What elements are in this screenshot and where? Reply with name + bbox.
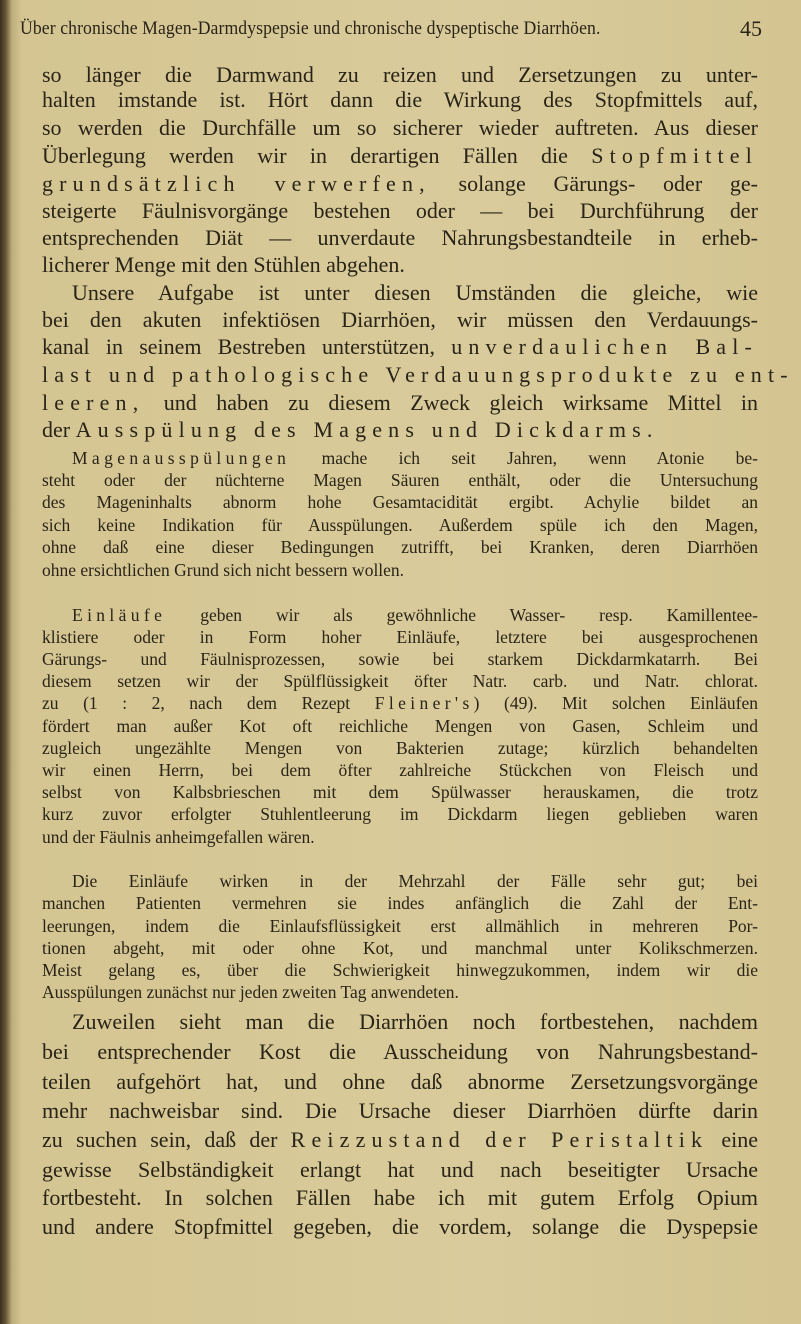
text-segment: Die Einläufe wirken in der Mehrzahl der Fälle sehr gut; bei — [72, 871, 758, 891]
text-segment: eine — [708, 1127, 758, 1152]
text-segment: fördert man außer Kot oft reichliche Mengen von Gasen, Schleim und — [42, 716, 758, 736]
text-segment: teilen aufgehört hat, und ohne daß abnorme Zersetzungsvorgänge — [42, 1069, 758, 1094]
text-segment: Zuweilen sieht man die Diarrhöen noch fortbestehen, nachdem — [72, 1009, 758, 1034]
text-line — [42, 803, 758, 825]
text-line — [42, 306, 758, 334]
text-line — [42, 626, 758, 648]
emphasized-text: Einläufe — [72, 605, 167, 625]
text-segment: leerungen, indem die Einlaufsflüssigkeit erst allmählich in mehreren Por- — [42, 916, 758, 936]
emphasized-text: Ausspülung des Magens und Dickdarms. — [75, 417, 659, 442]
text-segment: mache ich seit Jahren, wenn Atonie be- — [290, 448, 758, 468]
emphasized-text: Fleiner's — [374, 693, 474, 713]
text-line — [42, 1068, 758, 1096]
text-segment: gewisse Selbständigkeit erlangt hat und nach beseitigter Ursache — [42, 1157, 758, 1182]
emphasized-text: Reizzustand der Peristaltik — [290, 1127, 709, 1152]
text-line — [42, 142, 758, 170]
text-line — [72, 279, 758, 307]
text-line — [42, 251, 758, 279]
text-segment: der — [42, 417, 76, 442]
text-segment: Überlegung werden wir in derartigen Fällen die — [42, 143, 592, 168]
text-segment: so werden die Durchfälle um so sicherer wieder auftreten. Aus dieser — [42, 115, 758, 140]
text-segment: bei entsprechender Kost die Ausscheidung von Nahrungsbestand- — [42, 1039, 758, 1064]
text-line — [42, 170, 758, 198]
text-segment: Meist gelang es, über die Schwierigkeit hinwegzukommen, indem wir die — [42, 960, 758, 980]
text-line — [42, 514, 758, 536]
text-segment: und andere Stopfmittel gegeben, die vordem, solange die Dyspepsie — [42, 1214, 758, 1239]
page-number: 45 — [740, 16, 762, 41]
text-line — [42, 86, 758, 114]
text-line — [42, 781, 758, 803]
text-segment: so länger die Darmwand zu reizen und Zersetzungen zu unter- — [42, 62, 758, 87]
text-segment: solange Gärungs- oder ge- — [430, 171, 758, 196]
emphasized-text: Stopfmittel — [591, 143, 758, 168]
text-segment: mehr nachweisbar sind. Die Ursache dieser Diarrhöen dürfte darin — [42, 1098, 758, 1123]
text-line — [72, 1008, 758, 1036]
text-line — [42, 491, 758, 513]
text-line — [42, 648, 758, 670]
text-segment: ) (49). Mit solchen Einläufen — [473, 693, 758, 713]
emphasized-text: last und pathologische Verdauungsprodukte zu ent- — [42, 362, 794, 387]
text-segment: und der Fäulnis anheimgefallen wären. — [42, 827, 315, 847]
emphasized-text: Magenausspülungen — [72, 448, 291, 468]
text-segment: manchen Patienten vermehren sie indes anfänglich die Zahl der Ent- — [42, 893, 758, 913]
text-segment: entsprechenden Diät — unverdaute Nahrungsbestandteile in erheb- — [42, 225, 758, 250]
text-line — [42, 937, 758, 959]
text-segment: des Mageninhalts abnorm hohe Gesamtacidität ergibt. Achylie bildet an — [42, 492, 758, 512]
text-segment: zugleich ungezählte Mengen von Bakterien zutage; kürzlich behandelten — [42, 738, 758, 758]
text-line — [72, 870, 758, 892]
text-segment: bei den akuten infektiösen Diarrhöen, wir müssen den Verdauungs- — [42, 307, 758, 332]
text-line — [42, 959, 758, 981]
text-line — [42, 333, 758, 361]
text-line — [42, 1038, 758, 1066]
text-segment: kanal in seinem Bestreben unterstützen, — [42, 334, 452, 359]
text-line — [42, 197, 758, 225]
text-line — [42, 416, 758, 444]
text-line — [42, 1126, 758, 1154]
text-line — [42, 224, 758, 252]
text-segment: tionen abgeht, mit oder ohne Kot, und manchmal unter Kolikschmerzen. — [42, 938, 758, 958]
emphasized-text: leeren, — [42, 390, 145, 415]
text-line — [42, 915, 758, 937]
text-line — [42, 826, 758, 848]
emphasized-text: grundsätzlich verwerfen, — [42, 171, 431, 196]
text-segment: ohne daß eine dieser Bedingungen zutrifft, bei Kranken, deren Diarrhöen — [42, 537, 758, 557]
text-line — [42, 892, 758, 914]
text-line — [42, 114, 758, 142]
text-segment: wir einen Herrn, bei dem öfter zahlreiche Stückchen von Fleisch und — [42, 760, 758, 780]
text-segment: zu (1 : 2, nach dem Rezept — [42, 693, 375, 713]
text-segment: zu suchen sein, daß der — [42, 1127, 291, 1152]
text-line — [42, 670, 758, 692]
text-line — [42, 692, 758, 714]
text-line — [42, 559, 758, 581]
text-line — [42, 715, 758, 737]
text-segment: Ausspülungen zunächst nur jeden zweiten Tag anwendeten. — [42, 982, 459, 1002]
running-title: Über chronische Magen-Darmdyspepsie und chronische dyspeptische Diarrhöen. — [20, 18, 601, 39]
text-segment: Unsere Aufgabe ist unter diesen Umständen die gleiche, wie — [72, 280, 758, 305]
text-line — [42, 981, 758, 1003]
text-segment: steigerte Fäulnisvorgänge bestehen oder — bei Durchführung der — [42, 198, 758, 223]
text-line — [42, 1156, 758, 1184]
running-header — [20, 18, 762, 48]
text-segment: licherer Menge mit den Stühlen abgehen. — [42, 252, 405, 277]
text-segment: selbst von Kalbsbrieschen mit dem Spülwasser herauskamen, die trotz — [42, 782, 758, 802]
text-line — [42, 389, 758, 417]
text-segment: klistiere oder in Form hoher Einläufe, letztere bei ausgesprochenen — [42, 627, 758, 647]
text-line — [42, 1213, 758, 1241]
text-line — [42, 361, 794, 389]
text-segment: Gärungs- und Fäulnisprozessen, sowie bei starkem Dickdarmkatarrh. Bei — [42, 649, 758, 669]
text-segment: kurz zuvor erfolgter Stuhlentleerung im Dickdarm liegen geblieben waren — [42, 804, 758, 824]
text-segment: halten imstande ist. Hört dann die Wirkung des Stopfmittels auf, — [42, 87, 758, 112]
text-line — [42, 759, 758, 781]
text-line — [42, 61, 758, 89]
text-segment: ohne ersichtlichen Grund sich nicht bessern wollen. — [42, 560, 405, 580]
text-segment: steht oder der nüchterne Magen Säuren enthält, oder die Untersuchung — [42, 470, 758, 490]
text-line — [42, 1097, 758, 1125]
text-segment: fortbesteht. In solchen Fällen habe ich mit gutem Erfolg Opium — [42, 1185, 758, 1210]
text-segment: und haben zu diesem Zweck gleich wirksame Mittel in — [144, 390, 758, 415]
text-line — [42, 737, 758, 759]
text-line — [42, 1184, 758, 1212]
emphasized-text: unverdaulichen Bal- — [451, 334, 758, 359]
text-segment: sich keine Indikation für Ausspülungen. Außerdem spüle ich den Magen, — [42, 515, 758, 535]
text-segment: geben wir als gewöhnliche Wasser- resp. Kamillentee- — [166, 605, 758, 625]
text-line — [72, 604, 758, 626]
text-line — [42, 536, 758, 558]
text-line — [72, 447, 758, 469]
text-segment: diesem setzen wir der Spülflüssigkeit öfter Natr. carb. und Natr. chlorat. — [42, 671, 758, 691]
text-line — [42, 469, 758, 491]
